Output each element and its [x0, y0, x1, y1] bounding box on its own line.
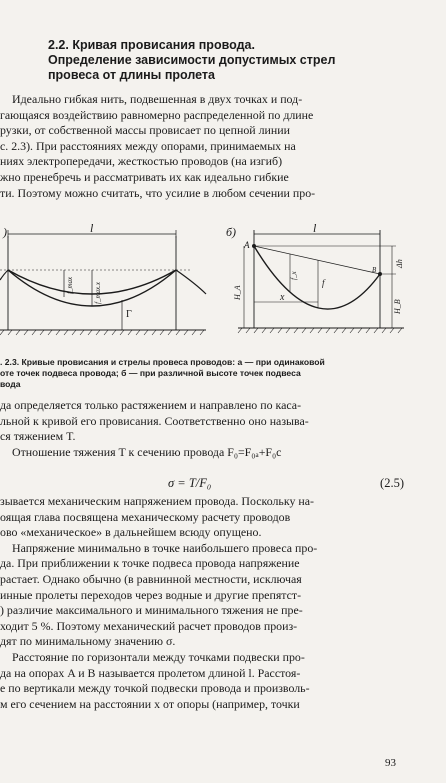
x-label: x	[280, 292, 285, 303]
ground-hatch-b	[238, 328, 402, 333]
text-line: дят по минимальному значению σ.	[0, 634, 176, 649]
figure-caption	[0, 357, 404, 390]
text-line: Идеально гибкая нить, подвешенная в двух точках и под-	[12, 92, 303, 106]
gamma-label: Г	[126, 309, 132, 320]
text-line: жно пренебречь и рассматривать их как идеально гибкие	[0, 169, 289, 184]
text-line: е по вертикали между точкой подвески провода и произволь-	[0, 681, 310, 696]
f-max-label: f_max	[66, 276, 74, 294]
heading-line: Определение зависимости допустимых стрел	[48, 53, 336, 67]
text-line: ходит 5 %. Поэтому механический расчет проводов произ-	[0, 618, 298, 633]
text-line: ) различие максимального и минимального тяжения не пре-	[0, 603, 303, 618]
f-label: f	[322, 278, 325, 288]
caption-line: вода	[0, 379, 21, 389]
paragraph-2	[0, 398, 404, 460]
heading-line: провеса от длины пролета	[48, 68, 215, 82]
span-label-a: l	[90, 222, 94, 235]
h-a-label: H_A	[233, 285, 242, 300]
f-x-label: f_x	[290, 271, 298, 280]
text-line: Отношение тяжения T к сечению провода F₀=F₀ₐ+F₀с	[12, 444, 282, 459]
f-max-x-label: f_max.x	[94, 282, 102, 304]
text-line: да. При приближении к точке подвеса провода напряжение	[0, 556, 300, 571]
text-line: ово «механическое» в дальнейшем всюду опущено.	[0, 525, 262, 540]
h-b-label: H_B	[393, 299, 402, 314]
caption-line: . 2.3. Кривые провисания и стрелы провеса проводов: а — при одинаковой	[0, 357, 325, 367]
text-line: ся тяжением T.	[0, 429, 76, 444]
text-line: м его сечением на расстоянии x от опоры (например, точки	[0, 696, 300, 711]
formula-number: (2.5)	[380, 476, 404, 490]
span-label-b: l	[313, 222, 317, 235]
text-line: рузки, от собственной массы провисает по цепной линии	[0, 123, 290, 138]
point-a-label: A	[244, 240, 250, 250]
text-line: Расстояние по горизонтали между точками подвески про-	[12, 649, 305, 664]
text-line: зывается механическим напряжением провода. Поскольку на-	[0, 494, 314, 508]
fig-a-label: )	[3, 225, 7, 239]
delta-h-label: Δh	[395, 259, 404, 268]
fig-b-label: б)	[226, 225, 237, 239]
catenary-figure	[0, 222, 446, 347]
point-b-label: B	[372, 266, 377, 274]
text-line: гающаяся воздействию равномерно распределенной по длине	[0, 107, 314, 122]
wire-curve-next	[176, 270, 206, 294]
wire-curve-prev	[0, 270, 8, 280]
section-heading	[48, 38, 428, 83]
text-line: инные пролеты переходов через водные и другие препятст-	[0, 587, 302, 602]
text-line: оящая глава посвящена механическому расчету проводов	[0, 509, 291, 524]
paragraph-1	[0, 92, 404, 201]
caption-line: оте точек подвеса провода; б — при различной высоте точек подвеса	[0, 368, 301, 378]
wire-curve-b	[254, 246, 380, 309]
text-line: да определяется только растяжением и направлено по каса-	[0, 398, 302, 412]
text-line: льной к кривой его провисания. Соответственно оно называ-	[0, 413, 309, 428]
text-line: растает. Однако обычно (в равнинной местности, исключая	[0, 571, 302, 586]
page-number: 93	[385, 757, 396, 769]
text-line: Напряжение минимально в точке наибольшего провеса про-	[12, 540, 318, 555]
paragraph-3	[0, 494, 404, 712]
formula-expression: σ = T/F₀	[168, 476, 212, 490]
text-line: с. 2.3). При расстояниях между опорами, принимаемых на	[0, 138, 296, 153]
ground-hatch-a	[0, 330, 204, 335]
text-line: ниях электропередачи, жесткостью проводов (на изгиб)	[0, 154, 283, 169]
heading-line: 2.2. Кривая провисания провода.	[48, 38, 255, 52]
text-line: да на опорах A и B называется пролетом длиной l. Расстоя-	[0, 665, 301, 680]
text-line: ти. Поэтому можно считать, что усилие в любом сечении про-	[0, 185, 316, 200]
